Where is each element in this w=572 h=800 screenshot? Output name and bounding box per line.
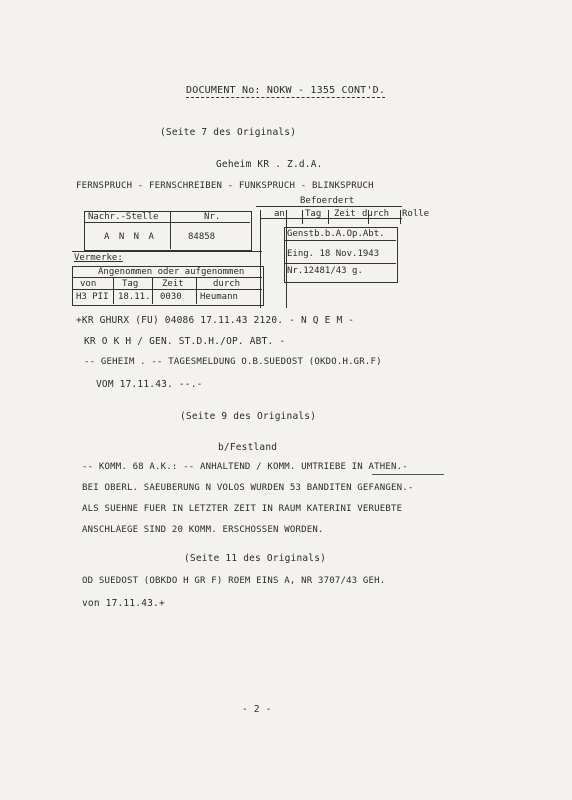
nr-value: 84858 [188, 232, 216, 242]
befoerdert-header-tag: Tag [305, 209, 322, 219]
message-types: FERNSPRUCH - FERNSCHREIBEN - FUNKSPRUCH - BLINKSPRUCH [76, 181, 374, 191]
angenommen-label: Angenommen oder aufgenommen [98, 267, 245, 277]
befoerdert-header-zeit: Zeit [334, 209, 356, 219]
message-1-line-3: -- GEHEIM . -- TAGESMELDUNG O.B.SUEDOST (OKDO.H.GR.F) [84, 357, 382, 367]
received-value-durch: Heumann [200, 292, 238, 302]
page-reference-seite-9: (Seite 9 des Originals) [180, 411, 317, 422]
page-reference-seite-7: (Seite 7 des Originals) [160, 127, 297, 138]
befoerdert-header-rolle: Rolle [402, 209, 430, 219]
befoerdert-header-durch: durch [362, 209, 390, 219]
classification-line: Geheim KR . Z.d.A. [216, 159, 323, 170]
received-value-von: H3 PII [76, 292, 109, 302]
received-header-tag: Tag [122, 279, 139, 289]
vermerke-label: Vermerke: [74, 253, 123, 263]
nachr-stelle-label: Nachr.-Stelle [88, 212, 159, 222]
section-festland: b/Festland [218, 442, 278, 453]
message-2-line-2: BEI OBERL. SAEUBERUNG N VOLOS WURDEN 53 BANDITEN GEFANGEN.- [82, 483, 414, 493]
received-header-von: von [80, 279, 97, 289]
befoerdert-label: Befoerdert [300, 196, 355, 206]
message-3-line-2: von 17.11.43.+ [82, 598, 165, 609]
page-reference-seite-11: (Seite 11 des Originals) [184, 553, 327, 564]
received-value-tag: 18.11. [118, 292, 151, 302]
page-number: - 2 - [242, 704, 272, 715]
befoerdert-header-an: an [274, 209, 285, 219]
stamp-line-2: Eing. 18 Nov.1943 [287, 249, 380, 259]
received-header-durch: durch [213, 279, 241, 289]
document-number: DOCUMENT No: NOKW - 1355 CONT'D. [186, 85, 386, 96]
nachr-stelle-value: A N N A [104, 232, 156, 242]
message-2-line-4: ANSCHLAEGE SIND 20 KOMM. ERSCHOSSEN WORDEN. [82, 525, 324, 535]
message-3-line-1: OD SUEDOST (OBKDO H GR F) ROEM EINS A, NR 3707/43 GEH. [82, 576, 386, 586]
message-2-line-1: -- KOMM. 68 A.K.: -- ANHALTEND / KOMM. UMTRIEBE IN ATHEN.- [82, 462, 408, 472]
message-1-line-4: VOM 17.11.43. --.- [96, 379, 203, 390]
stamp-line-3: Nr.12481/43 g. [287, 266, 363, 276]
message-2-line-3: ALS SUEHNE FUER IN LETZTER ZEIT IN RAUM KATERINI VERUEBTE [82, 504, 403, 514]
received-header-zeit: Zeit [162, 279, 184, 289]
stamp-line-1: Genstb.b.A.Op.Abt. [287, 229, 385, 239]
received-value-zeit: 0030 [160, 292, 182, 302]
nr-label: Nr. [204, 212, 221, 222]
message-1-line-1: +KR GHURX (FU) 04086 17.11.43 2120. - N Q E M - [76, 315, 355, 326]
message-1-line-2: KR O K H / GEN. ST.D.H./OP. ABT. - [84, 336, 286, 347]
